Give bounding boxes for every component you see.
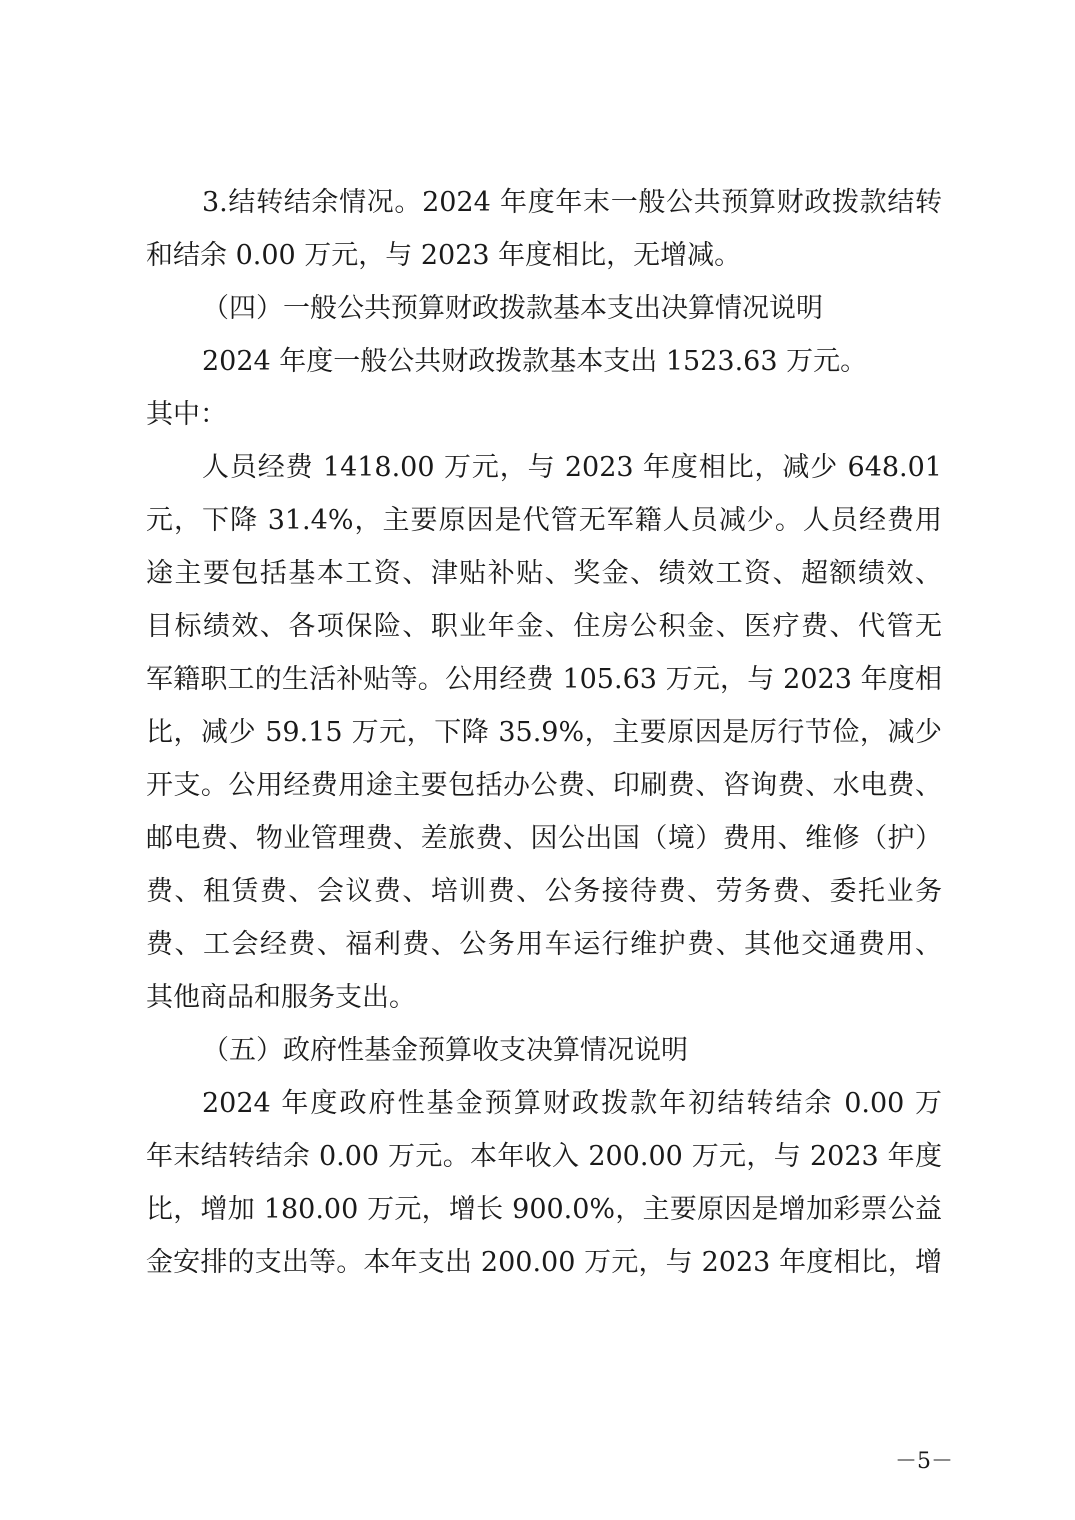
section-heading: （四）一般公共预算财政拨款基本支出决算情况说明 xyxy=(202,293,823,324)
paragraph-line: 人员经费 1418.00 万元，与 2023 年度相比，减少 648.01 xyxy=(202,452,942,483)
paragraph-line: 费、工会经费、福利费、公务用车运行维护费、其他交通费用、 xyxy=(146,929,942,960)
paragraph-line: 费、租赁费、会议费、培训费、公务接待费、劳务费、委托业务 xyxy=(146,876,942,907)
section-heading: （五）政府性基金预算收支决算情况说明 xyxy=(202,1035,688,1066)
paragraph-line: 军籍职工的生活补贴等。公用经费 105.63 万元，与 2023 年度相 xyxy=(146,664,942,695)
paragraph-line: 目标绩效、各项保险、职业年金、住房公积金、医疗费、代管无 xyxy=(146,611,942,642)
paragraph-line: 开支。公用经费用途主要包括办公费、印刷费、咨询费、水电费、 xyxy=(146,770,942,801)
page-number: －5－ xyxy=(895,1449,953,1474)
paragraph-line: 比，减少 59.15 万元，下降 35.9%，主要原因是厉行节俭，减少 xyxy=(146,717,942,748)
paragraph-line: 和结余 0.00 万元，与 2023 年度相比，无增减。 xyxy=(146,240,742,271)
paragraph-line: 其中： xyxy=(146,399,227,430)
paragraph-line: 金安排的支出等。本年支出 200.00 万元，与 2023 年度相比，增 xyxy=(146,1247,942,1278)
document-body xyxy=(146,176,942,1289)
paragraph-line: 元，下降 31.4%，主要原因是代管无军籍人员减少。人员经费用 xyxy=(146,505,942,536)
paragraph-line: 邮电费、物业管理费、差旅费、因公出国（境）费用、维修（护） xyxy=(146,823,942,854)
paragraph-line: 其他商品和服务支出。 xyxy=(146,982,416,1013)
paragraph-line: 3.结转结余情况。2024 年度年末一般公共预算财政拨款结转 xyxy=(202,187,942,218)
paragraph-line: 2024 年度一般公共财政拨款基本支出 1523.63 万元。 xyxy=(202,346,868,377)
paragraph-line: 比，增加 180.00 万元，增长 900.0%，主要原因是增加彩票公益 xyxy=(146,1194,942,1225)
paragraph-line: 途主要包括基本工资、津贴补贴、奖金、绩效工资、超额绩效、 xyxy=(146,558,942,589)
paragraph-line: 2024 年度政府性基金预算财政拨款年初结转结余 0.00 万 xyxy=(202,1088,942,1119)
paragraph-line: 年末结转结余 0.00 万元。本年收入 200.00 万元，与 2023 年度 xyxy=(146,1141,942,1172)
